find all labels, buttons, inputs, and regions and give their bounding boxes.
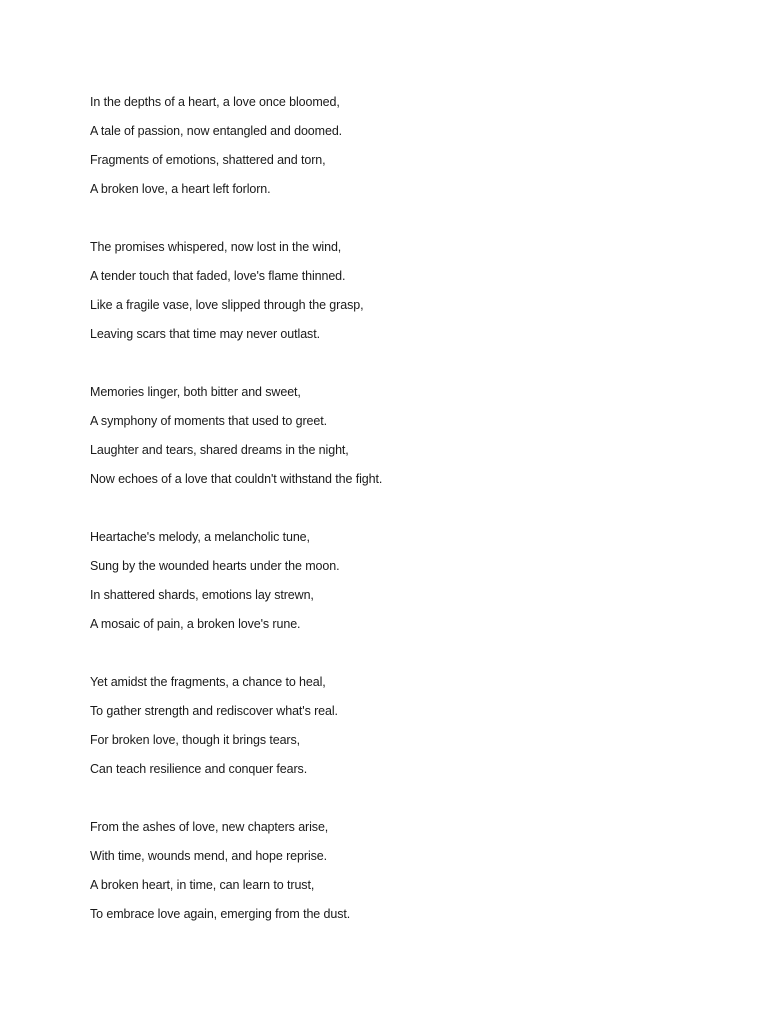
poem-line: A tale of passion, now entangled and doomed.	[90, 124, 343, 138]
poem-line: A symphony of moments that used to greet.	[90, 414, 328, 428]
poem-line: Laughter and tears, shared dreams in the night,	[90, 443, 349, 457]
poem-line: Fragments of emotions, shattered and torn,	[90, 153, 326, 167]
poem-line: Can teach resilience and conquer fears.	[90, 762, 308, 776]
poem-line: The promises whispered, now lost in the wind,	[90, 240, 342, 254]
poem-line: Memories linger, both bitter and sweet,	[90, 385, 301, 399]
poem-line: In the depths of a heart, a love once bloomed,	[90, 95, 340, 109]
stanza	[90, 236, 730, 352]
stanza	[90, 381, 730, 497]
poem-line: Leaving scars that time may never outlast.	[90, 327, 320, 341]
poem-body	[90, 91, 730, 961]
poem-line: Like a fragile vase, love slipped through the grasp,	[90, 298, 364, 312]
poem-line: In shattered shards, emotions lay strewn,	[90, 588, 314, 602]
poem-line: From the ashes of love, new chapters arise,	[90, 820, 329, 834]
poem-line: A tender touch that faded, love's flame thinned.	[90, 269, 346, 283]
poem-line: Heartache's melody, a melancholic tune,	[90, 530, 310, 544]
poem-line: A broken heart, in time, can learn to trust,	[90, 878, 315, 892]
poem-line: To embrace love again, emerging from the dust.	[90, 907, 351, 921]
poem-line: With time, wounds mend, and hope reprise.	[90, 849, 327, 863]
stanza	[90, 91, 730, 207]
poem-line: For broken love, though it brings tears,	[90, 733, 301, 747]
stanza	[90, 671, 730, 787]
poem-line: A mosaic of pain, a broken love's rune.	[90, 617, 301, 631]
poem-line: To gather strength and rediscover what's real.	[90, 704, 338, 718]
poem-line: Sung by the wounded hearts under the moon.	[90, 559, 340, 573]
poem-line: Yet amidst the fragments, a chance to heal,	[90, 675, 326, 689]
stanza	[90, 816, 730, 932]
stanza	[90, 526, 730, 642]
poem-line: Now echoes of a love that couldn't withstand the fight.	[90, 472, 383, 486]
poem-line: A broken love, a heart left forlorn.	[90, 182, 271, 196]
